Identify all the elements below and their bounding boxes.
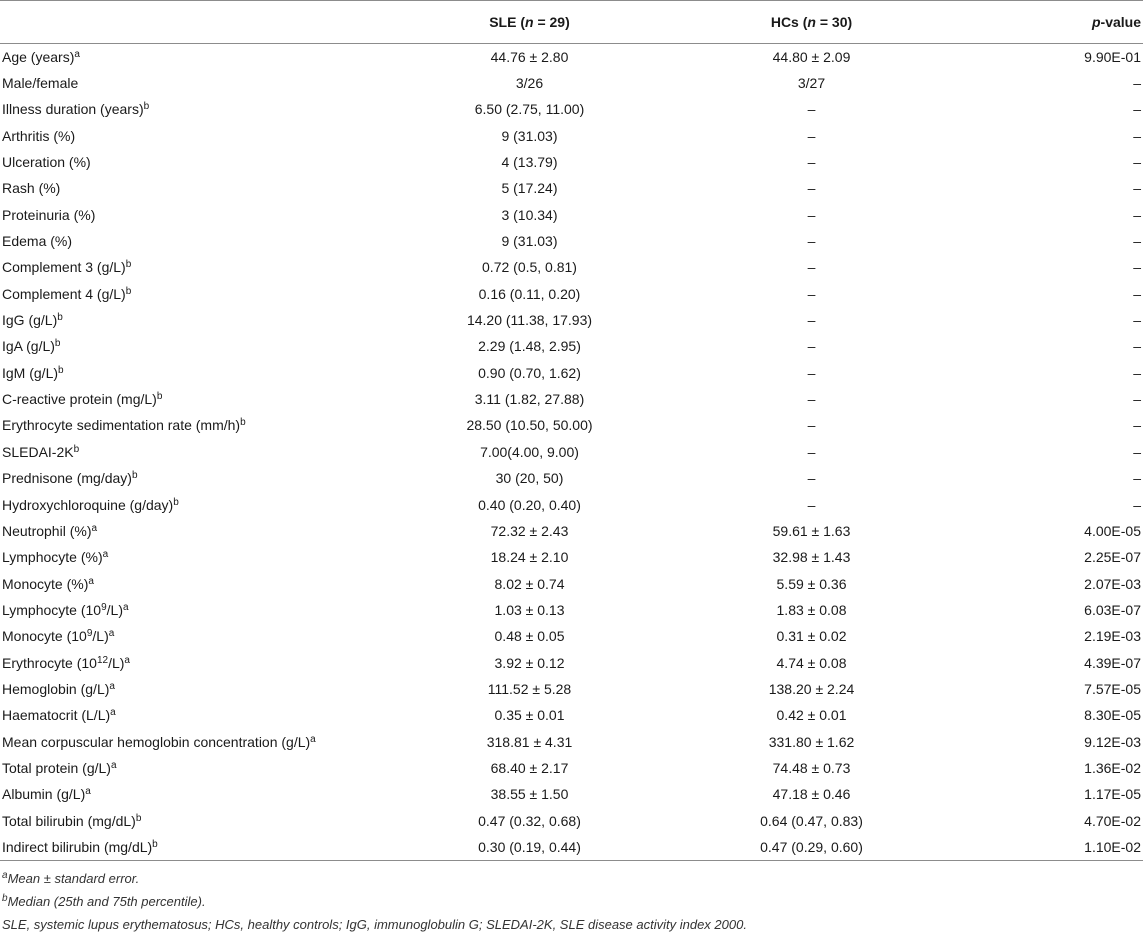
row-label-tail: /L) [92,628,109,645]
row-label [0,281,390,307]
header-sle-text: SLE ( [489,14,525,30]
row-label [0,175,390,201]
table-row [0,728,1143,754]
row-sle-value: 44.76 ± 2.80 [490,48,569,65]
header-label [0,1,390,44]
row-footnote-mark: a [124,654,130,666]
row-hc-value: – [807,338,816,355]
row-hc-value: – [807,101,816,118]
footnote-b [2,890,1143,913]
row-p-value: – [1133,259,1141,276]
row-sle-value: 28.50 (10.50, 50.00) [466,417,593,434]
table-row [0,834,1143,860]
row-sle-value: 318.81 ± 4.31 [486,733,573,750]
row-label [0,623,390,649]
row-label [0,807,390,833]
footnote-abbreviations: SLE, systemic lupus erythematosus; HCs, healthy controls; IgG, immunoglobulin G; SLEDAI-2K, SLE disease activity index 2000. [2,916,747,932]
row-footnote-mark: b [125,285,132,297]
table-row [0,597,1143,623]
row-hc-value: 1.83 ± 0.08 [776,601,847,618]
row-hc-value: 74.48 ± 0.73 [772,759,851,776]
row-footnote-mark: b [240,417,246,429]
row-sle-value: 4 (13.79) [501,154,558,171]
row-label [0,834,390,860]
row-p-value: – [1133,443,1141,460]
row-label-text: IgM (g/L) [2,364,59,381]
table-row [0,518,1143,544]
row-sle-value: 6.50 (2.75, 11.00) [474,101,585,118]
row-label [0,360,390,386]
row-sle-value: 9 (31.03) [501,233,558,250]
row-sle-value: 2.29 (1.48, 2.95) [478,338,581,355]
table-row [0,570,1143,596]
row-label [0,518,390,544]
footnote-b-text: Median (25th and 75th percentile). [7,893,206,909]
row-label-text: C-reactive protein (mg/L) [2,391,157,408]
row-p-value: – [1133,101,1141,118]
row-hc-value: 44.80 ± 2.09 [772,48,851,65]
table-row [0,755,1143,781]
row-hc-value: – [807,154,816,171]
row-footnote-mark: b [73,443,80,455]
row-sle-value: 3 (10.34) [501,206,558,223]
row-label-text: Lymphocyte (%) [2,549,103,566]
footnote-a-text: Mean ± standard error. [7,870,140,886]
row-label-text: Proteinuria (%) [2,206,96,223]
table-row [0,544,1143,570]
row-sle-value: 0.30 (0.19, 0.44) [390,834,669,860]
row-p-value: 2.07E-03 [1084,575,1141,592]
row-hc-value: 0.47 (0.29, 0.60) [669,834,954,860]
table-row [0,254,1143,280]
table-row [0,623,1143,649]
row-hc-value: 47.18 ± 0.46 [772,786,851,803]
row-hc-value: – [807,127,816,144]
row-label-text: Neutrophil (%) [2,522,92,539]
row-p-value: 4.70E-02 [1084,812,1141,829]
row-p-value: – [1133,391,1141,408]
row-label-text: Erythrocyte sedimentation rate (mm/h) [2,417,241,434]
row-label [0,386,390,412]
footnote-a-mark: a [2,869,8,881]
row-label-text: IgA (g/L) [2,338,55,355]
header-hc-text: HCs ( [770,14,808,30]
row-label-text: Erythrocyte (10 [2,654,97,671]
row-p-value: 9.12E-03 [1084,733,1141,750]
row-hc-value: – [807,206,816,223]
row-label-text: Male/female [2,75,79,92]
row-p-value: 7.57E-05 [1084,680,1141,697]
row-sle-value: 68.40 ± 2.17 [490,759,569,776]
header-sle-n: n [525,14,534,30]
row-footnote-mark: a [85,786,91,798]
table-row [0,228,1143,254]
row-label-text: IgG (g/L) [2,312,58,329]
table-row [0,44,1143,70]
row-sle-value: 7.00(4.00, 9.00) [480,443,579,460]
row-p-value: 9.90E-01 [1084,48,1141,65]
row-label [0,96,390,122]
row-sle-value: 0.48 ± 0.05 [494,628,565,645]
row-p-value: – [1133,338,1141,355]
row-hc-value: 3/27 [797,75,826,92]
row-p-value: 1.36E-02 [1084,759,1141,776]
row-sle-value: 0.72 (0.5, 0.81) [482,259,577,276]
header-sle-tail: = 29) [533,14,570,30]
row-hc-value: – [807,259,816,276]
row-label-text: Monocyte (10 [2,628,87,645]
header-p-italic: p [1091,14,1101,30]
row-sle-value: 8.02 ± 0.74 [494,575,565,592]
row-footnote-mark: b [173,496,179,508]
row-hc-value: – [807,470,816,487]
row-label [0,149,390,175]
row-sle-value: 72.32 ± 2.43 [490,522,569,539]
table-row [0,70,1143,96]
row-hc-value: – [807,443,816,460]
row-hc-value: – [807,391,816,408]
row-label-text: Complement 3 (g/L) [2,259,126,276]
row-label [0,44,390,70]
row-label-tail: /L) [108,654,125,671]
table-row [0,360,1143,386]
row-p-value: 1.10E-02 [954,834,1143,860]
row-footnote-mark: a [91,522,98,534]
table-row [0,96,1143,122]
header-pvalue [954,1,1143,44]
row-label [0,202,390,228]
footnotes [0,861,1143,936]
row-label-text: Haematocrit (L/L) [2,707,111,724]
table-body [0,44,1143,861]
row-footnote-mark: b [54,338,61,350]
row-sle-value: 0.16 (0.11, 0.20) [478,285,581,302]
row-p-value: – [1133,233,1141,250]
table-row [0,149,1143,175]
row-p-value: – [1133,127,1141,144]
row-hc-value: – [807,496,816,513]
header-p-tail: -value [1100,14,1141,30]
table-row [0,807,1143,833]
row-p-value: – [1133,470,1141,487]
row-footnote-mark: b [152,838,158,850]
row-p-value: 6.03E-07 [1084,601,1141,618]
row-label [0,755,390,781]
row-label [0,465,390,491]
row-footnote-mark: a [109,680,115,692]
row-hc-value: – [807,285,816,302]
row-label-text: Illness duration (years) [2,101,144,118]
row-p-value: – [1133,285,1141,302]
table-row [0,781,1143,807]
row-hc-value: 331.80 ± 1.62 [768,733,855,750]
row-p-value: 4.00E-05 [1084,522,1141,539]
header-hc-n: n [807,14,816,30]
row-label-text: Complement 4 (g/L) [2,285,126,302]
row-label-text: Prednisone (mg/day) [2,470,132,487]
table-row [0,307,1143,333]
row-label-text: Ulceration (%) [2,154,91,171]
table-row [0,175,1143,201]
row-p-value: 1.17E-05 [1084,786,1141,803]
row-label-exponent: 9 [101,601,107,613]
row-label-text: Hemoglobin (g/L) [2,680,110,697]
row-label [0,544,390,570]
row-p-value: 4.39E-07 [1084,654,1141,671]
row-footnote-mark: b [156,391,163,403]
row-label [0,254,390,280]
row-label [0,70,390,96]
row-label-text: Indirect bilirubin (mg/dL) [2,838,153,855]
table-row [0,412,1143,438]
row-p-value: 8.30E-05 [1084,707,1141,724]
row-p-value: – [1133,180,1141,197]
footnote-b-mark: b [2,892,8,904]
table-row [0,439,1143,465]
row-label-text: Age (years) [2,48,75,65]
row-footnote-mark: a [310,733,316,745]
row-label-text: Hydroxychloroquine (g/day) [2,496,174,513]
row-label [0,728,390,754]
table-row [0,123,1143,149]
header-hc [669,1,954,44]
row-sle-value: 0.90 (0.70, 1.62) [478,364,581,381]
row-hc-value: 138.20 ± 2.24 [768,680,855,697]
row-sle-value: 38.55 ± 1.50 [490,786,569,803]
table-row [0,465,1143,491]
row-label-text: Lymphocyte (10 [2,601,102,618]
row-p-value: – [1133,312,1141,329]
row-hc-value: 4.74 ± 0.08 [776,654,847,671]
row-p-value: 2.25E-07 [1084,549,1141,566]
row-footnote-mark: a [108,628,115,640]
row-label [0,228,390,254]
row-sle-value: 0.40 (0.20, 0.40) [478,496,581,513]
header-sle [390,1,669,44]
row-footnote-mark: b [135,812,142,824]
row-hc-value: – [807,364,816,381]
row-label [0,649,390,675]
row-label-text: SLEDAI-2K [2,443,74,460]
row-label-tail: /L) [106,601,123,618]
row-p-value: – [1133,496,1141,513]
row-p-value: – [1133,75,1141,92]
row-label [0,702,390,728]
row-label [0,781,390,807]
table-row [0,491,1143,517]
row-footnote-mark: a [123,601,129,613]
table-row [0,333,1143,359]
row-sle-value: 3/26 [515,75,544,92]
row-sle-value: 111.52 ± 5.28 [487,680,572,697]
row-hc-value: 5.59 ± 0.36 [776,575,847,592]
row-footnote-mark: b [125,259,132,271]
row-label-exponent: 9 [86,628,93,640]
row-sle-value: 5 (17.24) [501,180,558,197]
row-sle-value: 0.47 (0.32, 0.68) [478,812,581,829]
row-hc-value: 32.98 ± 1.43 [772,549,851,566]
row-sle-value: 3.11 (1.82, 27.88) [474,391,585,408]
row-label [0,491,390,517]
row-label [0,439,390,465]
row-sle-value: 3.92 ± 0.12 [494,654,565,671]
row-label [0,307,390,333]
row-label-text: Arthritis (%) [2,127,76,144]
row-hc-value: – [807,312,816,329]
row-label-exponent: 12 [96,654,109,666]
row-footnote-mark: a [74,48,80,60]
row-label-text: Monocyte (%) [2,575,89,592]
row-label [0,412,390,438]
table-row [0,676,1143,702]
row-label-text: Total protein (g/L) [2,759,111,776]
row-sle-value: 0.35 ± 0.01 [494,707,565,724]
row-p-value: 2.19E-03 [1084,628,1141,645]
row-sle-value: 9 (31.03) [501,127,558,144]
table-header-row [0,1,1143,44]
row-label-text: Edema (%) [2,233,73,250]
table-row [0,281,1143,307]
row-hc-value: 59.61 ± 1.63 [772,522,851,539]
table-row [0,649,1143,675]
row-hc-value: – [807,180,816,197]
row-footnote-mark: b [57,312,63,324]
row-sle-value: 1.03 ± 0.13 [494,601,565,618]
row-label [0,570,390,596]
row-sle-value: 18.24 ± 2.10 [490,549,569,566]
row-footnote-mark: a [110,759,117,771]
row-hc-value: – [807,417,816,434]
table-row [0,702,1143,728]
row-label-text: Total bilirubin (mg/dL) [2,812,136,829]
row-footnote-mark: b [143,101,150,113]
row-footnote-mark: a [102,549,109,561]
table-row [0,202,1143,228]
footnote-a [2,867,1143,890]
row-hc-value: – [807,233,816,250]
row-label [0,676,390,702]
row-sle-value: 30 (20, 50) [495,470,564,487]
table-row [0,386,1143,412]
row-label [0,597,390,623]
row-label-text: Mean corpuscular hemoglobin concentration (g/L) [2,733,311,750]
row-footnote-mark: b [131,470,138,482]
row-p-value: – [1133,364,1141,381]
header-hc-tail: = 30) [815,14,853,30]
row-label [0,333,390,359]
row-sle-value: 14.20 (11.38, 17.93) [466,312,593,329]
row-label-text: Albumin (g/L) [2,786,86,803]
row-label [0,123,390,149]
row-footnote-mark: a [88,575,94,587]
row-p-value: – [1133,206,1141,223]
row-p-value: – [1133,154,1141,171]
row-footnote-mark: b [58,364,64,376]
row-footnote-mark: a [110,707,116,719]
row-hc-value: 0.42 ± 0.01 [776,707,847,724]
row-hc-value: 0.64 (0.47, 0.83) [760,812,863,829]
row-label-text: Rash (%) [2,180,61,197]
row-p-value: – [1133,417,1141,434]
row-hc-value: 0.31 ± 0.02 [776,628,847,645]
